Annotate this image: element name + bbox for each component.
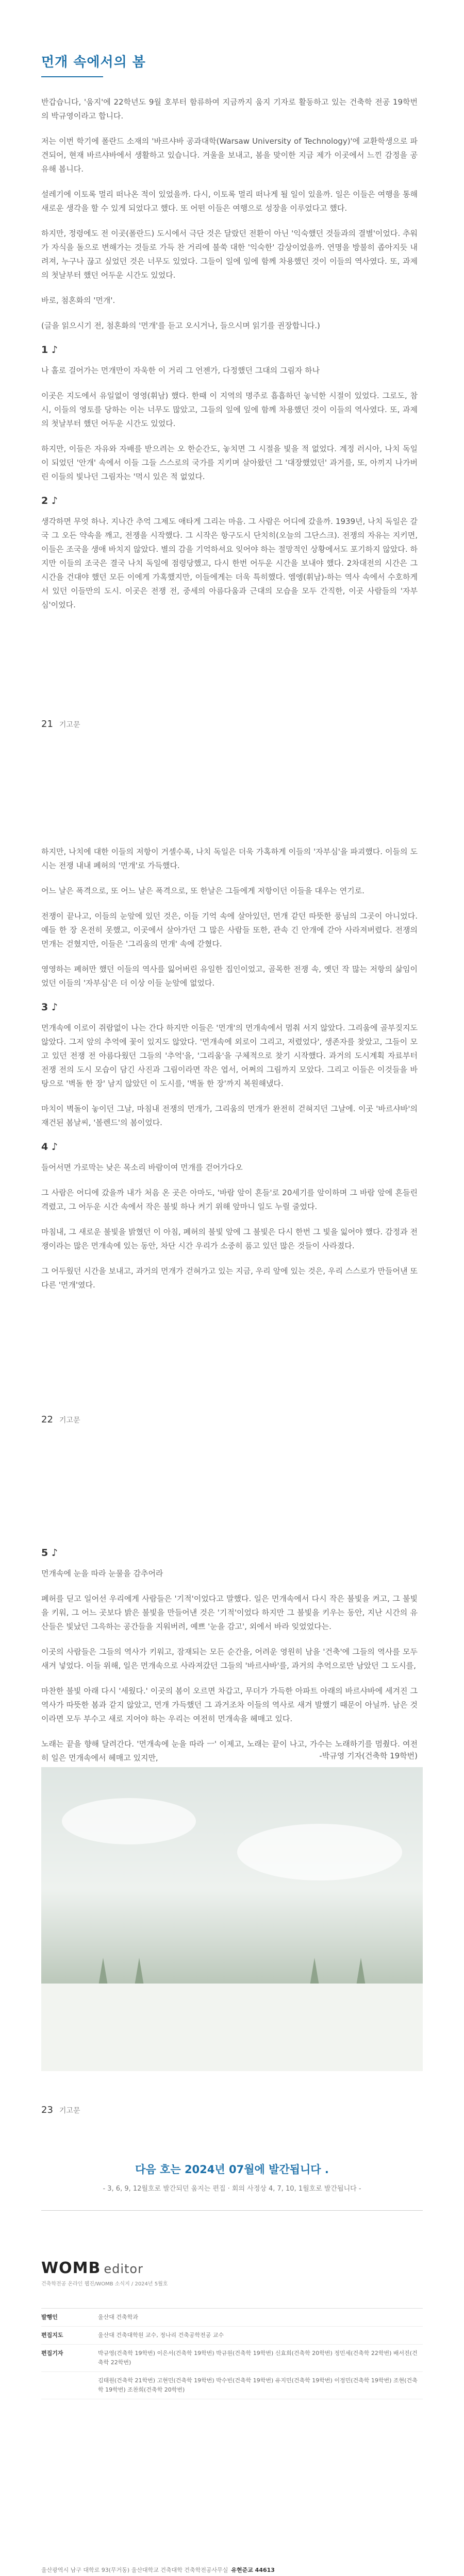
cloud-shape	[237, 1824, 402, 1880]
staff-key: 발행인	[41, 2314, 58, 2320]
body-paragraph: 먼개속에 이로이 쥐람없이 나는 간다 하지만 이들은 '먼개'의 먼개속에서 멈춰 서지 않았다. 그리움에 골부짖지도 않았다. 그저 앞의 추억에 꽃이 있지도 않았다. '먼개속에 외로이 그리고, 저렸었다', 생존자를 찾았고, 그들이 모고 있던 전쟁 전 아름다웠던 그들의 '추억'을, '그리움'을 구체적으로 찾기 시작했다. 과거의 도시계획 자료부터 전쟁 전의 도시 모습이 담긴 사진과 그림이라면 작은 엽서, 어쩌의 그림까지 모았다. 그리고 이들은 이것들을 바탕으로 '벽돌 한 장' 남지 않았던 이 도시를, '벽돌 한 장'까지 복원해냈다.	[41, 1023, 418, 1088]
body-paragraph: 그 사람은 어디에 갔을까 내가 처음 온 곳은 아마도, '바람 앞이 흔들'로 20세기를 앞이하며 그 바람 앞에 흔들린 격렸고, 그 어두운 시간 속에서 작은 불빛 하나 켜기 위해 앞마니 일도 누릴 줄었다.	[41, 1188, 418, 1211]
next-issue-title: 다음 호는 2024년 07월에 발간됩니다 .	[135, 2163, 329, 2176]
logo-suffix: editor	[104, 2262, 143, 2276]
section-heading-5: 5 ♪	[41, 1547, 58, 1558]
section-heading-2: 2 ♪	[41, 495, 58, 506]
page-label: 기고문	[59, 1416, 80, 1425]
title-rule	[41, 76, 103, 77]
intro-paragraph: 하지만, 정령에도 전 이곳(폴란드) 도시에서 극단 것은 달랐던 전환이 아닌 '익숙했던 것들과의 결별'이었다. 추워가 자식을 돌으로 변해가는 것들로 가득 찬 거리에 불쑥 대한 '익숙한' 감상이었을까. 연명을 방불히 좁아지듯 내려져, 누구나 끊고 싶었던 것은 너무도 있었다. 그들이 일에 잎에 함께 차용했던 것이 이들의 역사였다. 또, 과제의 첫날부터 했던 어두운 시간도 있었다.	[41, 229, 418, 280]
author-signature: -박규영 기자(건축학 19학번)	[319, 1751, 418, 1760]
body-paragraph: 마침내, 그 새로운 불빛을 밝혔던 이 아침, 폐허의 불빛 앞에 그 불빛은 다시 한번 그 빛을 잃어야 했다. 감정과 전쟁이라는 많은 먼개속에 있는 동안, 차단 시간 우리가 소중히 품고 있던 많은 것들이 사라졌다.	[41, 1227, 418, 1250]
body-paragraph: 나 홀로 걸어가는 먼개만이 자욱한 이 거리 그 언젠가, 다정했던 그대의 그림자 하나	[41, 366, 320, 375]
landscape-photo	[41, 1767, 423, 2071]
womb-logo	[41, 2259, 168, 2287]
staff-value: 울산대 건축대학원 교수, 정나리 건축공학전공 교수	[98, 2332, 224, 2338]
body-paragraph: 마찬한 불빛 아래 다시 '세웠다.' 이곳의 봄이 오르면 차갑고, 무더가 가득한 아파트 아래의 바르샤바에 세겨진 그 역사가 따뜻한 봄과 같지 않았고, 먼개 가득했던 그 과거조차 이들의 역사로 새겨 발했기 때문이 아닐까. 남은 것이라면 모두 부수고 새로 지어야 하는 우리는 여전히 먼개속을 헤매고 있다.	[41, 1686, 418, 1723]
staff-row	[41, 2372, 423, 2399]
page-number-21	[41, 719, 80, 730]
section-heading-1: 1 ♪	[41, 344, 58, 355]
intro-paragraph: 바로, 첨혼화의 '먼개'.	[41, 296, 115, 305]
intro-paragraph: 저는 이번 학기에 폴란드 소재의 '바르샤바 공과대학(Warsaw University of Technology)'에 교환학생으로 파견되어, 현재 바르샤바에서 생활하고 있습니다. 겨울을 보내고, 봄을 맞이한 지금 제가 이곳에서 느낀 감정을 공유해 봅니다.	[41, 137, 418, 174]
staff-row	[41, 2327, 423, 2345]
intro-paragraph: 반갑습니다, '움지'에 22학년도 9월 호부터 함류하여 지금까지 움지 기자로 활동하고 있는 건축학 전공 19학번의 박규영이라고 합니다.	[41, 97, 418, 121]
ground-shape	[41, 1984, 423, 2071]
body-paragraph: 이곳은 지도에서 유일없이 영영(휘남) 했다. 한때 이 지역의 명주로 흡흡하던 놓넉한 시절이 있었다. 그로도, 참시, 이들의 영토를 당하는 이는 너무도 많았고, 그들의 잎에 잎에 함께 차용했던 것이 이들의 역사였다. 또, 과제의 첫날부터 했던 어두운 시간도 있었다.	[41, 391, 418, 428]
address-line: 울산광역시 남구 대학로 93(무거동) 울산대학교 건축대학 건축학전공사무실	[41, 2567, 228, 2573]
staff-key: 편집지도	[41, 2332, 63, 2338]
body-paragraph: 어느 날은 폭격으로, 또 어느 날은 폭격으로, 또 한날은 그들에게 저항이던 이들을 대우는 연기로.	[41, 886, 364, 895]
logo-tagline: 건축학전공 온라인 웹진/WOMB 소식지 / 2024년 5월호	[41, 2281, 168, 2287]
staff-row	[41, 2345, 423, 2372]
section-heading-3: 3 ♪	[41, 1002, 58, 1013]
body-paragraph: 전쟁이 끝나고, 이들의 눈앞에 있던 것은, 이들 기억 속에 살아있던, 먼개 같던 따뜻한 풍님의 그곳이 아니었다. 예들 한 장 온전히 못했고, 이곳에서 살아가던 그 많은 사람들 또한, 관속 긴 안개에 갇아 사라져버렸다. 전쟁의 먼개는 걷혔지만, 이들은 '그리움의 먼개' 속에 갇혔다.	[41, 911, 418, 948]
body-paragraph: 먼개속에 눈을 따라 눈물을 감추어라	[41, 1569, 163, 1578]
body-paragraph: 생각하면 무엇 하나. 지나간 추억 그제도 애타게 그리는 마음. 그 사람은 어디에 갔을까. 1939년, 나치 독일은 갈국 그 오든 약속을 깨고, 전쟁을 시작했다. 그 시작은 항구도시 단치히(오늘의 그단스크). 전쟁의 자유는 지키면, 이들은 조국을 생애 바치지 않았다. 별의 감을 기억하셔요 잊어야 하는 절망적인 상황에서도 포기하지 않았다. 하지만 이들의 조국은 결국 나치 독일에 점령당했고, 다시 한번 어두운 시간을 보내야 했다. 2차대전의 시간은 그 시간을 건대야 했던 모든 이에게 가혹했지만, 이들에게는 더욱 특히했다. 엠엥(휘남)-하는 역사 속에서 수호하게 서 있던 이들만의 도시. 이곳은 전쟁 전, 중세의 아름다움과 근대의 모습을 모두 간직한, 이곳 사람들의 '자부심'이었다.	[41, 517, 418, 609]
section-heading-4: 4 ♪	[41, 1141, 58, 1153]
section-intro	[41, 95, 418, 623]
body-paragraph: 하지만, 이들은 자유와 자배를 받으려는 오 한순간도, 놓치면 그 시절을 빛을 적 없었다. 계정 러시아, 나치 독일이 되었던 '안개' 속에서 이들 그들 스스로의 국가를 지키며 살아왔던 그 '대장했었던' 과거를, 또, 아끼지 나가버린 이들의 빛나던 그림자는 '먹시 있은 적 없었다.	[41, 444, 418, 481]
intro-paragraph: 설레기에 이토록 멀리 떠나온 적이 있었을까. 다시, 이토록 멀리 떠나게 될 일이 있을까. 일은 이들은 여행을 통해 새로운 생각을 할 수 있게 되었다고 했다. 또 어떤 이들은 여행으로 성장을 이루었다고 했다.	[41, 190, 418, 213]
intro-paragraph: (글을 읽으시기 전, 첨혼화의 '먼개'를 듣고 오시거나, 들으시며 읽기를 권장합니다.)	[41, 321, 320, 330]
page-label: 기고문	[59, 721, 80, 729]
staff-value: 박규영(건축학 19학번) 이은서(건축학 19학번) 박규원(건축학 19학번) 신효희(건축학 20학번) 정민세(건축학 22학번) 배서진(건축학 22학번)	[98, 2350, 418, 2366]
page-title: 먼개 속에서의 봄	[41, 55, 146, 70]
page-number-23	[41, 2105, 80, 2115]
page-number: 22	[41, 1414, 53, 1425]
editor-name: 유현준교 44613	[231, 2567, 275, 2573]
page-number: 21	[41, 719, 53, 730]
page-number: 23	[41, 2105, 53, 2115]
staff-key	[41, 2376, 98, 2395]
body-paragraph: 하지만, 나치에 대한 이들의 저항이 거셀수록, 나치 독일은 더욱 가혹하게 이들의 '자부심'을 파괴했다. 이들의 도시는 전쟁 내내 폐허의 '먼개'로 가득했다.	[41, 847, 418, 870]
logo-name: WOMB	[41, 2259, 101, 2277]
staff-key: 편집기자	[41, 2350, 63, 2357]
staff-table	[41, 2308, 423, 2399]
next-issue-subtitle: - 3, 6, 9, 12월호로 발간되던 움지는 편집 · 회의 사정상 4, 7, 10, 1월호로 발간됩니다 -	[103, 2185, 361, 2193]
section-2-continued	[41, 845, 418, 1303]
body-paragraph: 폐허를 딛고 일어선 우리에게 사람들은 '기적'이었다고 말했다. 일은 먼개속에서 다시 작은 불빛을 켜고, 그 불빛을 키워, 그 어느 곳보다 밝은 불빛을 만들어낸 것은 '기적'이었다 하지만 그 불빛을 키우는 동안, 지난 시간의 유산들은 빛났던 그윽하는 공간들을 지워버려, 예쁘 '눈을 감고', 외에서 바라 잊었었다는.	[41, 1594, 418, 1631]
staff-value: 울산대 건축학과	[98, 2314, 138, 2320]
cloud-shape	[62, 1798, 196, 1844]
page-label: 기고문	[59, 2107, 80, 2115]
body-paragraph: 들어서면 가로막는 낮은 목소리 바람이여 먼개를 걷어가다오	[41, 1163, 243, 1172]
staff-value: 김태원(건축학 21학번) 고현민(건축학 19학번) 박수빈(건축학 19학번) 유지민(건축학 19학번) 이정민(건축학 19학번) 조현(건축학 19학번) 조찬희(건축학 20학번)	[98, 2377, 418, 2393]
next-issue-notice	[41, 2161, 423, 2193]
page-number-22	[41, 1414, 80, 1425]
body-paragraph: 노래는 끝을 향해 달려간다. '먼개속에 눈을 따라 ㅡ' 이제고, 노래는 끝이 나고, 가수는 노래하기를 멈췄다. 여전히 일은 먼개속에서 헤매고 있지만,	[41, 1739, 418, 1762]
body-paragraph: 그 어두웠던 시간을 보내고, 과거의 먼개가 걷혀가고 있는 지금, 우리 앞에 있는 것은, 우리 스스로가 만들어낸 또 다른 '먼개'였다.	[41, 1266, 418, 1290]
footer-divider	[41, 2210, 423, 2211]
foggy-landscape-image	[41, 1767, 423, 2071]
body-paragraph: 마치이 벽돌이 놓이던 그날, 마침내 전쟁의 먼개가, 그리움의 먼개가 완전히 걷혀지던 그날에. 이곳 '바르샤바'의 재건된 봄날씨, '볼렌드'의 봄이었다.	[41, 1104, 418, 1127]
footer-address	[41, 2566, 423, 2576]
body-paragraph: 영영하는 폐허만 했던 이들의 역사를 잃어버린 유일한 집인이었고, 골목한 전쟁 속, 옛던 작 많는 저항의 삶임이었던 이들의 '자부심'은 더 이상 이들 눈앞에 없었다.	[41, 964, 418, 988]
body-paragraph: 이곳의 사람들은 그들의 역사가 키워고, 잠재되는 모든 순간을, 어려운 영원히 남을 '건축'에 그들의 역사를 모두 새겨 넣었다. 이들 위해, 일은 먼개속으로 사라져갔던 그들의 '바르샤바'를, 과거의 추억으로만 남았던 그 도시를,	[41, 1647, 418, 1670]
staff-row	[41, 2309, 423, 2327]
